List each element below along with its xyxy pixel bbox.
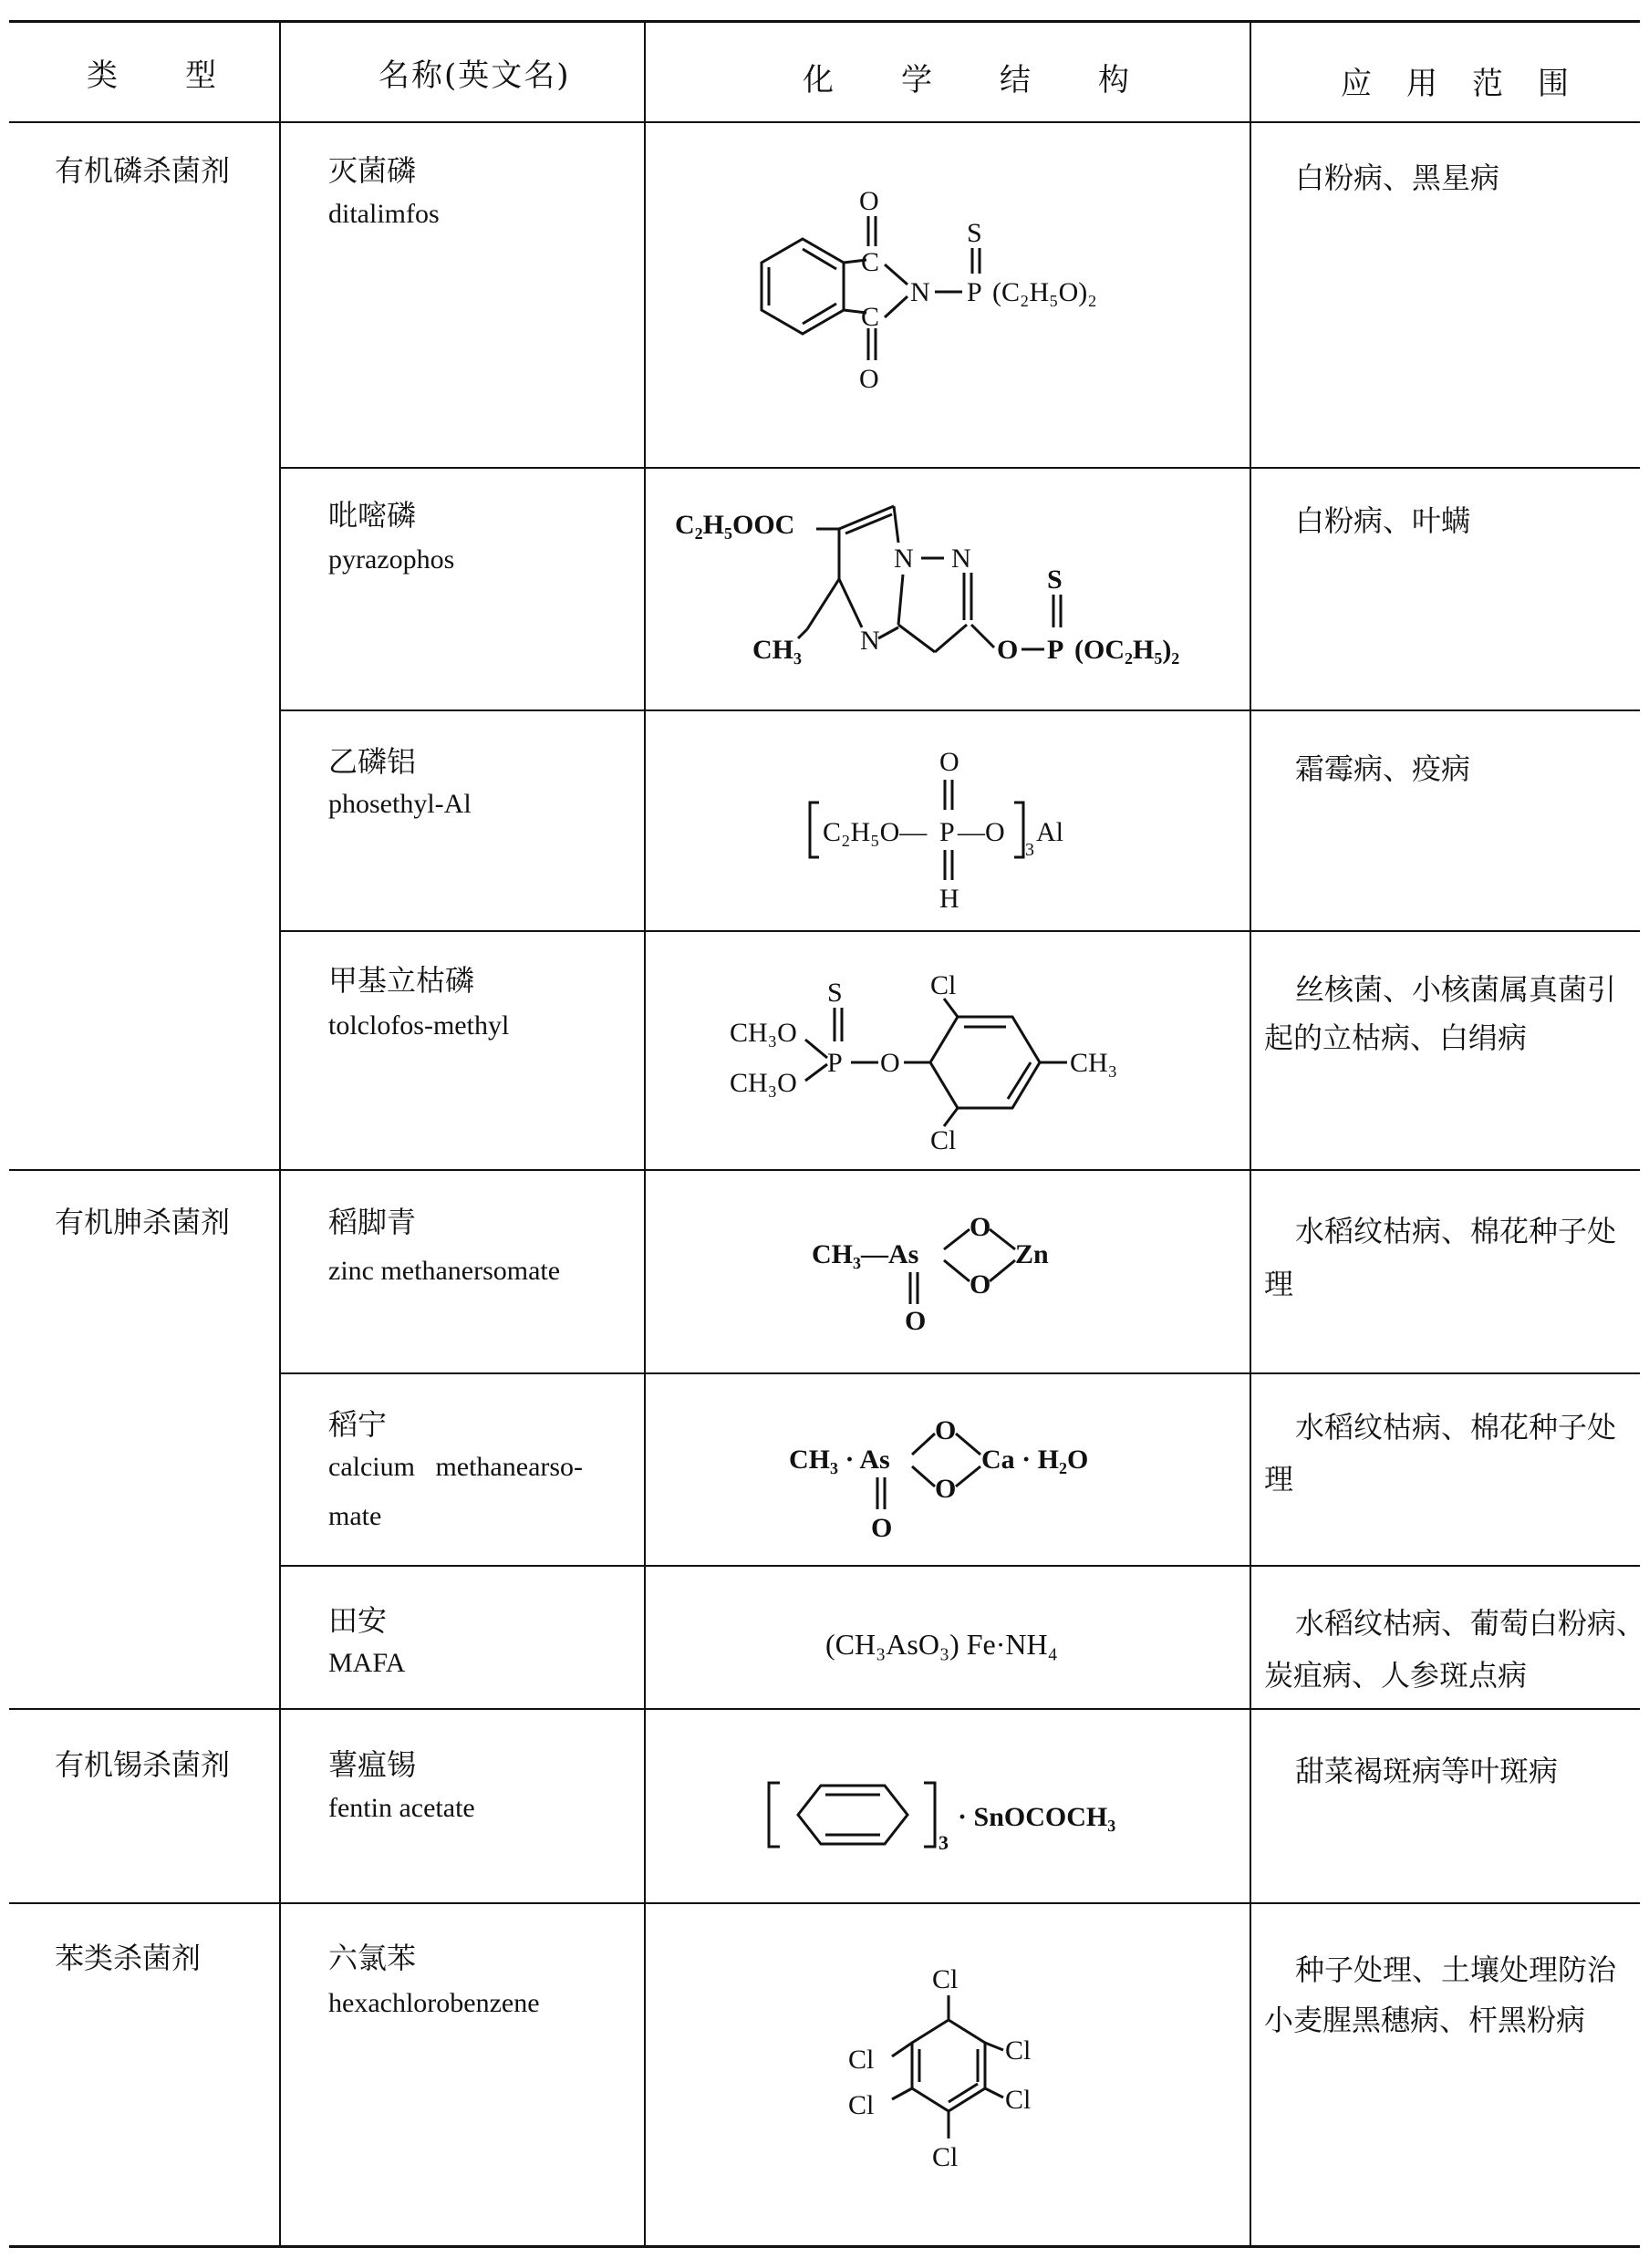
structure-pyrazophos xyxy=(670,492,1236,693)
name-en: ditalimfos xyxy=(328,199,440,229)
ethoxy-left: C₂H₅O— xyxy=(823,817,928,847)
nitrogen: N xyxy=(910,277,930,307)
ethoxy-group: (OC₂H₅)₂ xyxy=(1074,635,1180,665)
name-cn: 灭菌磷 xyxy=(328,153,417,188)
group-benzene: 苯类杀菌剂 xyxy=(55,1941,202,1975)
chlorine: Cl xyxy=(1005,2035,1032,2066)
structure-fentin-acetate xyxy=(762,1769,1163,1860)
name-cn: 六氯苯 xyxy=(328,1941,417,1975)
name-cn: 田安 xyxy=(328,1603,388,1638)
row-divider xyxy=(279,709,1640,711)
name-en-line1: calcium methanearso- xyxy=(328,1452,584,1482)
tin-acetate: · SnOCOCH₃ xyxy=(958,1802,1116,1832)
oxygen: O xyxy=(997,635,1019,665)
row-divider xyxy=(279,930,1640,932)
chlorine: Cl xyxy=(848,2045,875,2075)
row-divider xyxy=(279,1372,1640,1374)
formula-mafa: (CH₃AsO₃) Fe·NH₄ xyxy=(825,1628,1058,1661)
name-cn: 稻宁 xyxy=(328,1407,388,1442)
carbonyl-c: C xyxy=(861,302,880,332)
name-en: zinc methanersomate xyxy=(328,1256,561,1286)
phosphorus: P xyxy=(1047,635,1064,665)
group-divider xyxy=(9,1169,1640,1171)
table-top-rule xyxy=(9,20,1640,23)
methyl: CH₃ xyxy=(1070,1048,1118,1078)
application: 白粉病、黑星病 xyxy=(1295,161,1500,195)
ethoxy-group: (C₂H₅O)₂ xyxy=(992,277,1097,307)
application-line1: 水稻纹枯病、棉花种子处 xyxy=(1295,1410,1617,1445)
methyl-arsenic: CH₃—As xyxy=(812,1239,919,1269)
subscript-3: 3 xyxy=(1025,840,1034,860)
application-line1: 水稻纹枯病、棉花种子处 xyxy=(1295,1214,1617,1248)
phosphorus: P xyxy=(967,277,982,307)
name-cn: 吡嘧磷 xyxy=(328,498,417,533)
phosphorus: P xyxy=(939,817,955,847)
oxygen-right: —O xyxy=(958,817,1005,847)
sulfur: S xyxy=(967,218,982,248)
oxygen: O xyxy=(871,1513,893,1543)
oxygen: O xyxy=(970,1269,991,1300)
oxygen: O xyxy=(905,1306,927,1336)
group-divider xyxy=(9,1902,1640,1904)
name-en: phosethyl-Al xyxy=(328,789,472,819)
application-line2: 理 xyxy=(1264,1462,1294,1496)
structure-hexachlorobenzene xyxy=(839,1952,1076,2234)
oxygen: O xyxy=(970,1212,991,1242)
application-line2: 小麦腥黑穗病、杆黑粉病 xyxy=(1264,2003,1586,2037)
header-application: 应 用 范 围 xyxy=(1341,66,1571,102)
structure-calcium-methanearsomate xyxy=(784,1404,1131,1550)
name-en: tolclofos-methyl xyxy=(328,1010,510,1041)
structure-phosethyl-al xyxy=(803,739,1122,921)
structure-ditalimfos xyxy=(748,182,1167,410)
row-divider xyxy=(279,467,1640,469)
structure-tolclofos-methyl xyxy=(725,967,1227,1155)
chlorine: Cl xyxy=(932,2142,959,2172)
application-line2: 炭疽病、人参斑点病 xyxy=(1264,1658,1528,1693)
ester-group: C₂H₅OOC xyxy=(675,510,795,540)
column-divider xyxy=(644,20,646,2247)
sulfur: S xyxy=(827,978,843,1008)
header-bottom-rule xyxy=(9,121,1640,123)
phosphorus: P xyxy=(827,1048,843,1078)
name-en: pyrazophos xyxy=(328,544,455,575)
oxygen: O xyxy=(935,1474,957,1504)
chlorine: Cl xyxy=(930,1125,957,1155)
name-en: fentin acetate xyxy=(328,1793,475,1823)
name-en: hexachlorobenzene xyxy=(328,1988,540,2018)
application-line2: 起的立枯病、白绢病 xyxy=(1264,1020,1528,1055)
application: 霜霉病、疫病 xyxy=(1295,751,1471,786)
column-divider xyxy=(1250,20,1251,2247)
oxygen: O xyxy=(939,747,959,777)
application-line1: 种子处理、土壤处理防治 xyxy=(1295,1952,1617,1987)
name-cn: 稻脚青 xyxy=(328,1205,417,1239)
chlorine: Cl xyxy=(930,970,957,1000)
aluminium: Al xyxy=(1036,817,1063,847)
header-structure: 化 学 结 构 xyxy=(803,62,1131,98)
application-line1: 丝核菌、小核菌属真菌引 xyxy=(1295,972,1617,1007)
application-line1: 水稻纹枯病、葡萄白粉病、 xyxy=(1295,1606,1646,1641)
zinc: Zn xyxy=(1015,1239,1049,1269)
application-line2: 理 xyxy=(1264,1267,1294,1301)
application: 白粉病、叶螨 xyxy=(1295,503,1471,538)
chlorine: Cl xyxy=(1005,2085,1032,2115)
nitrogen: N xyxy=(860,626,880,656)
header-type: 类 型 xyxy=(87,57,218,94)
name-cn: 薯瘟锡 xyxy=(328,1747,417,1782)
oxygen: O xyxy=(880,1048,900,1078)
oxygen: O xyxy=(859,364,879,394)
oxygen: O xyxy=(935,1415,957,1445)
name-cn: 乙磷铝 xyxy=(328,744,417,779)
name-en: MAFA xyxy=(328,1648,406,1678)
table-bottom-rule xyxy=(9,2245,1640,2248)
methyl-arsenic: CH₃ · As xyxy=(789,1445,890,1475)
chlorine: Cl xyxy=(932,1964,959,1994)
group-organophosphorus: 有机磷杀菌剂 xyxy=(55,153,231,188)
name-cn: 甲基立枯磷 xyxy=(328,963,475,998)
structure-zinc-methanersomate xyxy=(807,1204,1099,1350)
column-divider xyxy=(279,20,281,2247)
header-name: 名称(英文名) xyxy=(379,57,571,94)
carbonyl-c: C xyxy=(861,247,880,277)
group-organotin: 有机锡杀菌剂 xyxy=(55,1747,231,1782)
sulfur: S xyxy=(1047,564,1063,595)
calcium-hydrate: Ca · H₂O xyxy=(981,1445,1089,1475)
group-divider xyxy=(9,1708,1640,1710)
name-en-line2: mate xyxy=(328,1501,382,1531)
methoxy: CH₃O xyxy=(730,1018,797,1048)
hydrogen: H xyxy=(939,884,959,914)
subscript-3: 3 xyxy=(939,1831,949,1854)
methoxy: CH₃O xyxy=(730,1068,797,1098)
chlorine: Cl xyxy=(848,2090,875,2120)
nitrogen: N xyxy=(894,544,914,574)
row-divider xyxy=(279,1565,1640,1567)
oxygen: O xyxy=(859,186,879,216)
nitrogen: N xyxy=(951,544,971,574)
application: 甜菜褐斑病等叶斑病 xyxy=(1295,1754,1559,1788)
group-organoarsenic: 有机胂杀菌剂 xyxy=(55,1205,231,1239)
methyl: CH₃ xyxy=(752,635,802,665)
